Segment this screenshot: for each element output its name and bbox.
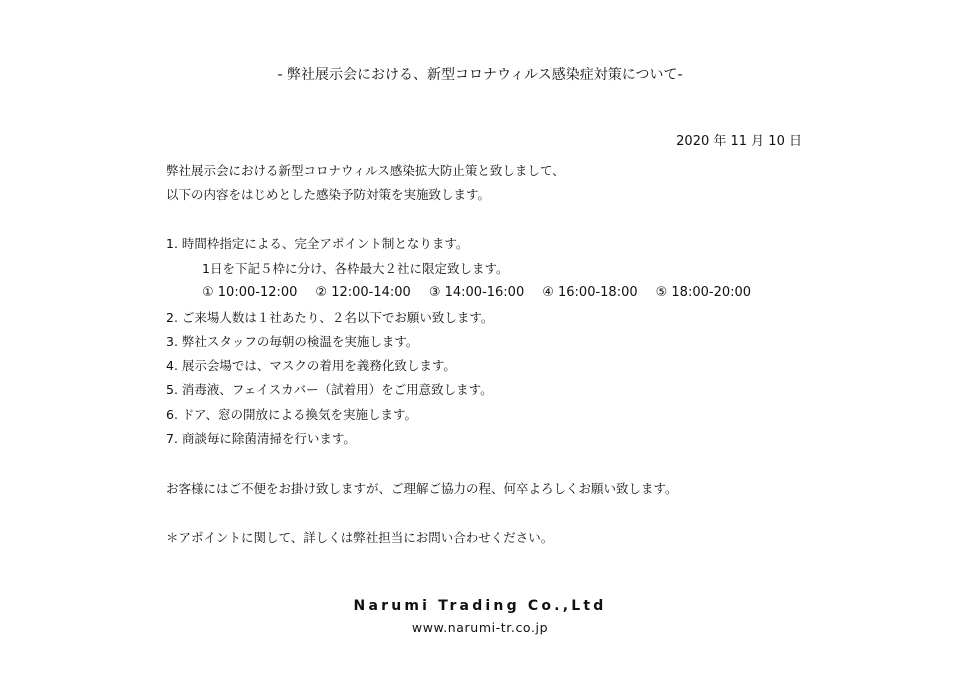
measure-item-2: 2. ご来場人数は１社あたり、２名以下でお願い致します。 (166, 310, 494, 325)
intro-line-1: 弊社展示会における新型コロナウィルス感染拡大防止策と致しまして、 (166, 163, 565, 178)
company-name: Narumi Trading Co.,Ltd (353, 598, 607, 614)
document-date: 2020 年 11 月 10 日 (676, 134, 802, 149)
time-slot-list (202, 285, 751, 301)
time-slot: ④ 16:00-18:00 (542, 285, 638, 300)
document-title: - 弊社展示会における、新型コロナウィルス感染症対策について- (277, 67, 683, 83)
measure-item-1-detail: 1日を下記５枠に分け、各枠最大２社に限定致します。 (202, 261, 509, 276)
measure-item-5: 5. 消毒液、フェイスカバー（試着用）をご用意致します。 (166, 382, 493, 397)
measure-item-1: 1. 時間枠指定による、完全アポイント制となります。 (166, 236, 469, 251)
time-slot: ② 12:00-14:00 (315, 285, 411, 300)
measure-item-4: 4. 展示会場では、マスクの着用を義務化致します。 (166, 358, 456, 373)
time-slot: ⑤ 18:00-20:00 (655, 285, 752, 300)
intro-line-2: 以下の内容をはじめとした感染予防対策を実施致します。 (166, 187, 491, 202)
time-slot: ① 10:00-12:00 (202, 285, 298, 300)
appointment-note: ＊アポイントに関して、詳しくは弊社担当にお問い合わせください。 (166, 530, 554, 545)
measure-item-3: 3. 弊社スタッフの毎朝の検温を実施します。 (166, 334, 419, 349)
measure-item-7: 7. 商談毎に除菌清掃を行います。 (166, 431, 356, 446)
company-url: www.narumi-tr.co.jp (411, 620, 549, 635)
closing-text: お客様にはご不便をお掛け致しますが、ご理解ご協力の程、何卒よろしくお願い致します。 (166, 481, 678, 496)
time-slot: ③ 14:00-16:00 (428, 285, 525, 300)
measure-item-6: 6. ドア、窓の開放による換気を実施します。 (166, 407, 418, 422)
